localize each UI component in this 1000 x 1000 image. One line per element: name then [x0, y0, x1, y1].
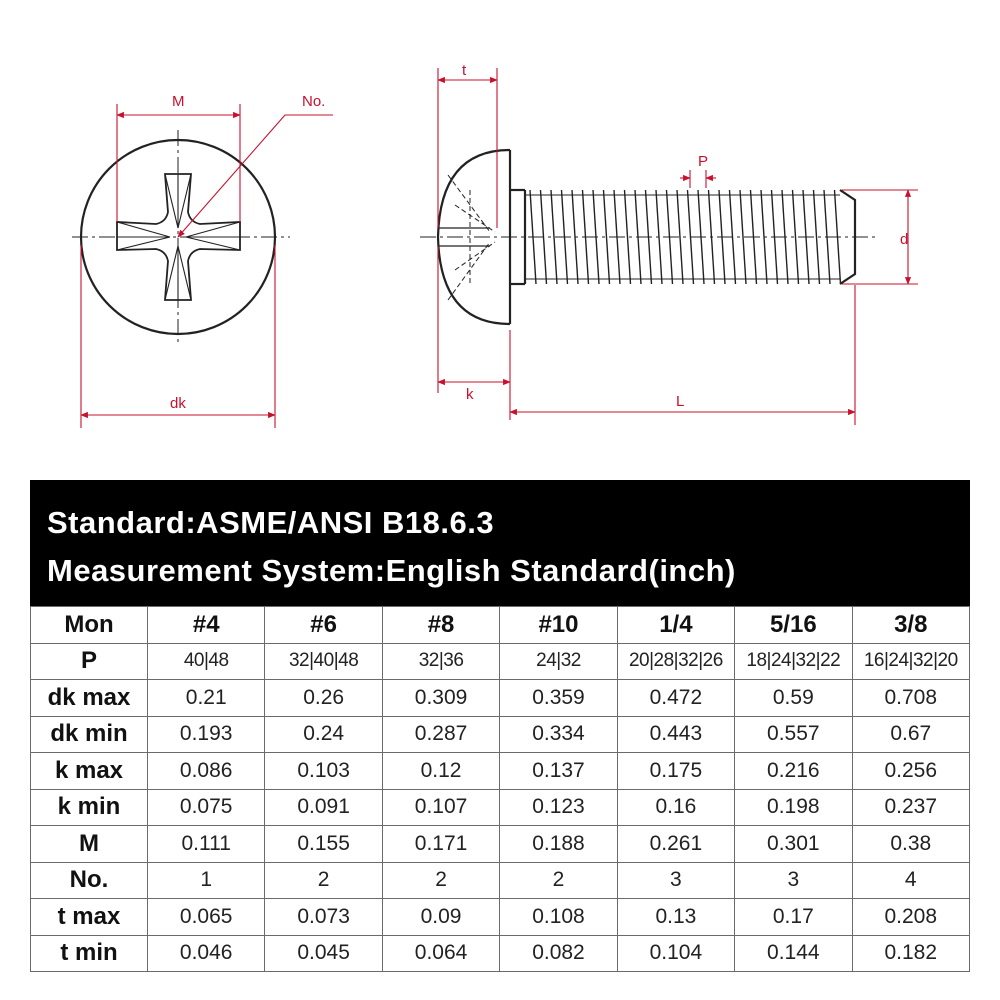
row-header: No.: [31, 862, 148, 899]
table-cell: 4: [852, 862, 969, 899]
table-cell: 3: [617, 862, 734, 899]
table-cell: 0.16: [617, 789, 734, 826]
table-row: [31, 716, 970, 753]
table-cell: 0.67: [852, 716, 969, 753]
table-cell: 0.155: [265, 826, 382, 863]
table-cell: 24|32: [500, 643, 617, 680]
table-cell: 0.472: [617, 680, 734, 717]
table-cell: 0.557: [735, 716, 852, 753]
table-cell: 32|40|48: [265, 643, 382, 680]
table-row: [31, 789, 970, 826]
column-header: #4: [148, 607, 265, 644]
table-row: [31, 935, 970, 972]
table-header-row: [31, 607, 970, 644]
table-row: [31, 643, 970, 680]
column-header-mon: Mon: [31, 607, 148, 644]
table-row: [31, 899, 970, 936]
row-header: t max: [31, 899, 148, 936]
standard-line: Standard:ASME/ANSI B18.6.3: [47, 505, 495, 540]
table-cell: 0.075: [148, 789, 265, 826]
table-row: [31, 862, 970, 899]
table-cell: 16|24|32|20: [852, 643, 969, 680]
table-cell: 0.13: [617, 899, 734, 936]
column-header: 3/8: [852, 607, 969, 644]
column-header: #8: [382, 607, 499, 644]
table-cell: 3: [735, 862, 852, 899]
table-cell: 0.198: [735, 789, 852, 826]
table-cell: 0.708: [852, 680, 969, 717]
table-cell: 0.301: [735, 826, 852, 863]
table-cell: 0.26: [265, 680, 382, 717]
table-cell: 0.175: [617, 753, 734, 790]
row-header: k min: [31, 789, 148, 826]
row-header: k max: [31, 753, 148, 790]
table-cell: 0.309: [382, 680, 499, 717]
table-row: [31, 826, 970, 863]
specification-panel: [30, 480, 970, 970]
table-cell: 20|28|32|26: [617, 643, 734, 680]
table-cell: 2: [265, 862, 382, 899]
table-cell: 0.59: [735, 680, 852, 717]
table-cell: 0.17: [735, 899, 852, 936]
table-cell: 0.193: [148, 716, 265, 753]
row-header: dk max: [31, 680, 148, 717]
table-cell: 0.137: [500, 753, 617, 790]
table-cell: 0.216: [735, 753, 852, 790]
table-cell: 0.208: [852, 899, 969, 936]
label-p: P: [698, 153, 709, 170]
table-cell: 0.091: [265, 789, 382, 826]
table-cell: 0.237: [852, 789, 969, 826]
table-cell: 0.171: [382, 826, 499, 863]
column-header: #10: [500, 607, 617, 644]
table-cell: 0.334: [500, 716, 617, 753]
table-cell: 0.24: [265, 716, 382, 753]
label-d: d: [900, 231, 909, 248]
table-cell: 0.38: [852, 826, 969, 863]
table-cell: 0.111: [148, 826, 265, 863]
table-cell: 0.12: [382, 753, 499, 790]
table-cell: 2: [382, 862, 499, 899]
table-cell: 0.123: [500, 789, 617, 826]
table-row: [31, 680, 970, 717]
table-cell: 0.182: [852, 935, 969, 972]
table-cell: 2: [500, 862, 617, 899]
spec-table: [30, 606, 970, 972]
table-cell: 0.443: [617, 716, 734, 753]
table-cell: 0.107: [382, 789, 499, 826]
table-cell: 0.065: [148, 899, 265, 936]
table-cell: 0.09: [382, 899, 499, 936]
table-cell: 0.104: [617, 935, 734, 972]
column-header: #6: [265, 607, 382, 644]
head-dimensions: [81, 104, 333, 428]
row-header: dk min: [31, 716, 148, 753]
column-header: 5/16: [735, 607, 852, 644]
table-cell: 0.287: [382, 716, 499, 753]
table-cell: 0.144: [735, 935, 852, 972]
row-header: P: [31, 643, 148, 680]
table-row: [31, 753, 970, 790]
label-no: No.: [302, 93, 326, 110]
row-header: M: [31, 826, 148, 863]
spec-header: [30, 480, 970, 606]
label-t: t: [462, 62, 467, 79]
table-cell: 40|48: [148, 643, 265, 680]
table-cell: 18|24|32|22: [735, 643, 852, 680]
table-cell: 0.108: [500, 899, 617, 936]
label-k: k: [466, 386, 474, 403]
screw-technical-drawing: [0, 0, 1000, 460]
table-cell: 1: [148, 862, 265, 899]
table-cell: 0.064: [382, 935, 499, 972]
head-top-view: [72, 130, 290, 345]
table-cell: 0.086: [148, 753, 265, 790]
table-cell: 0.073: [265, 899, 382, 936]
table-cell: 0.045: [265, 935, 382, 972]
label-l: L: [676, 393, 685, 410]
column-header: 1/4: [617, 607, 734, 644]
table-cell: 0.188: [500, 826, 617, 863]
table-cell: 0.261: [617, 826, 734, 863]
table-cell: 32|36: [382, 643, 499, 680]
table-cell: 0.359: [500, 680, 617, 717]
label-dk: dk: [170, 395, 186, 412]
table-cell: 0.103: [265, 753, 382, 790]
table-cell: 0.21: [148, 680, 265, 717]
row-header: t min: [31, 935, 148, 972]
table-cell: 0.046: [148, 935, 265, 972]
table-cell: 0.082: [500, 935, 617, 972]
label-m: M: [172, 93, 185, 110]
measurement-system-line: Measurement System:English Standard(inch): [47, 553, 736, 588]
table-cell: 0.256: [852, 753, 969, 790]
